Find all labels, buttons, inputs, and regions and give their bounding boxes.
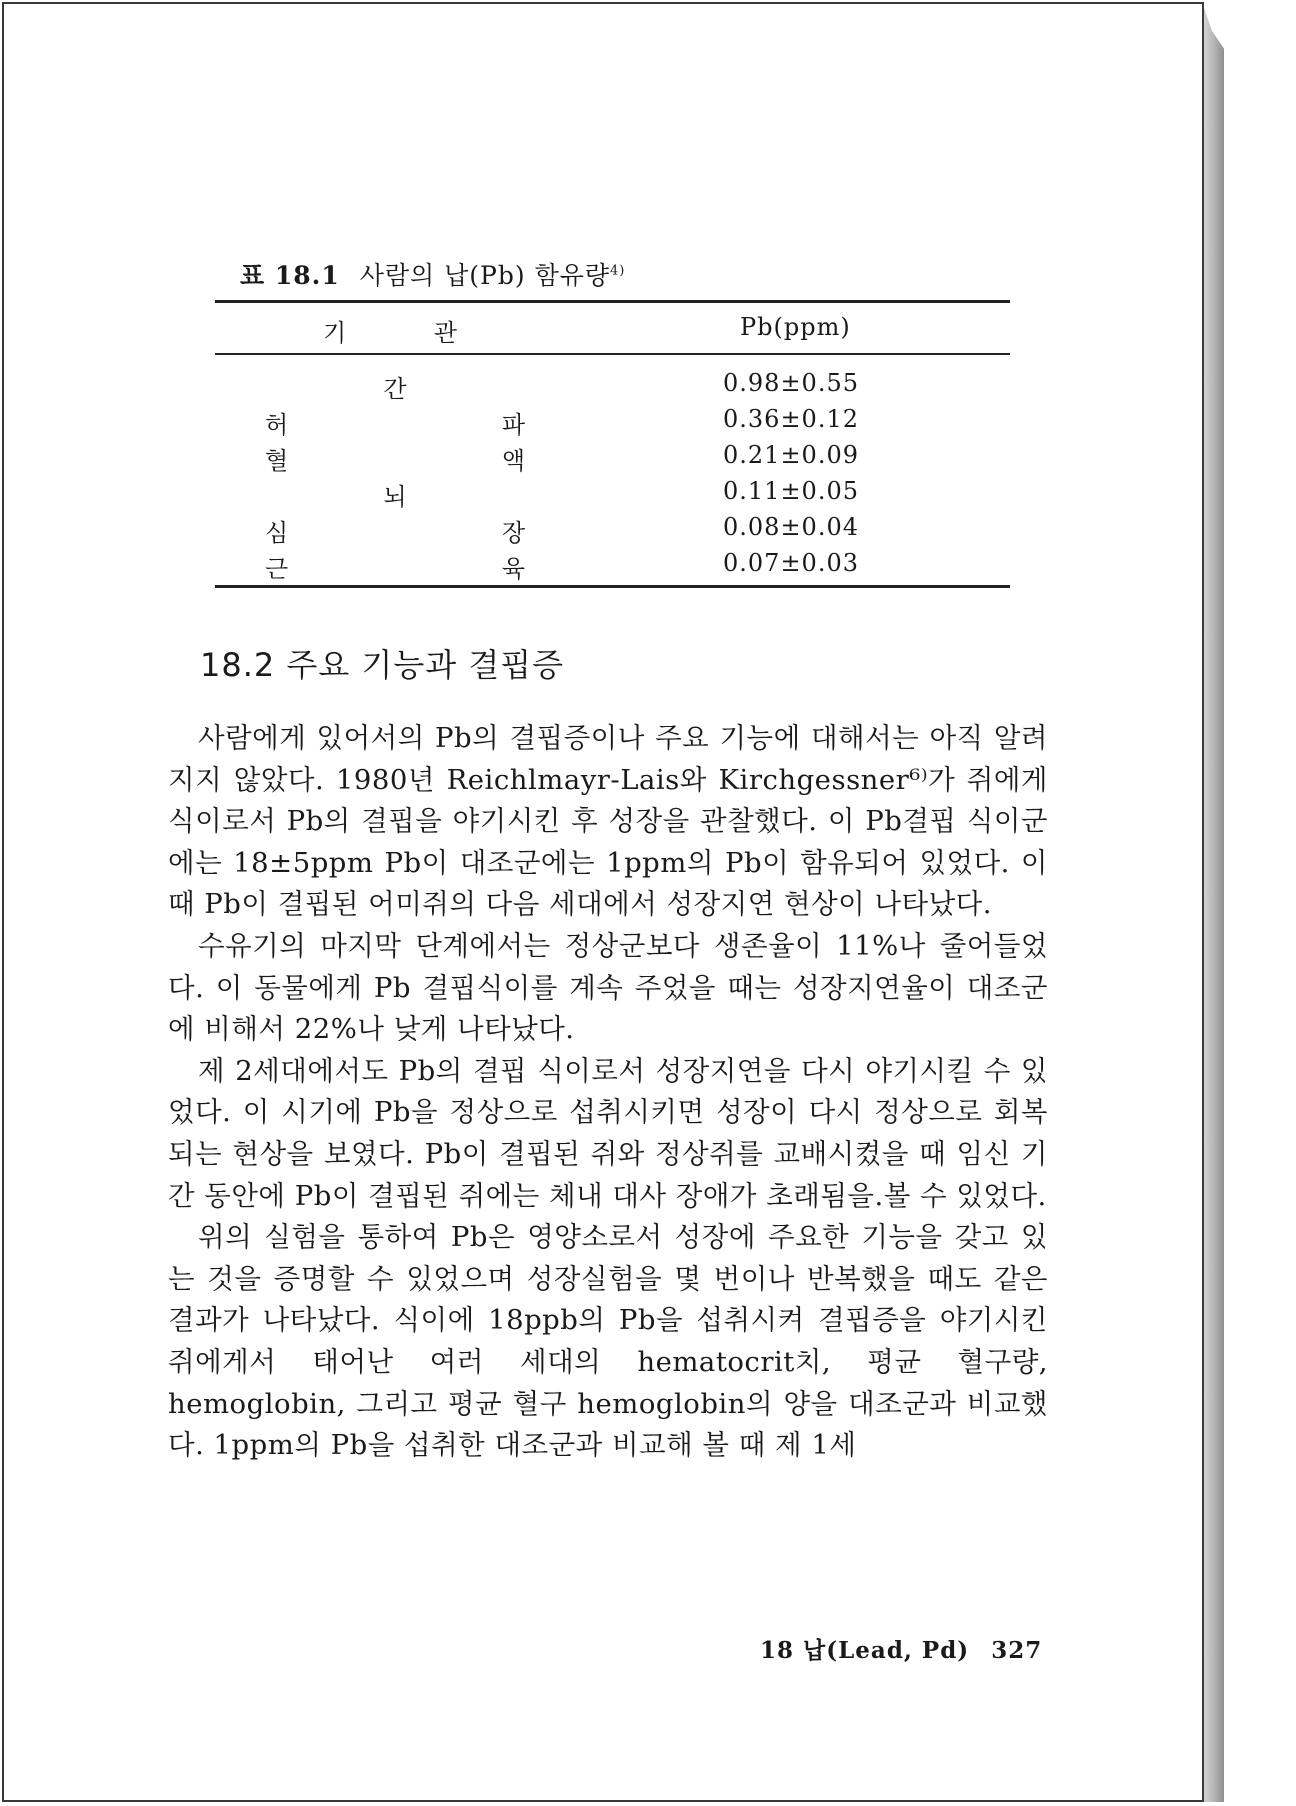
organ-cell (265, 513, 525, 548)
organ-char: 허 (265, 411, 289, 439)
page-edge-shadow (1202, 2, 1224, 1802)
pb-value-cell: 0.98±0.55 (723, 369, 859, 397)
pb-value-cell: 0.11±0.05 (723, 477, 859, 505)
organ-char: 심 (265, 519, 289, 547)
table-bottom-rule (215, 585, 1010, 588)
table-row (215, 477, 1010, 513)
table-row (215, 369, 1010, 405)
header-pb-ppm: Pb(ppm) (740, 313, 851, 341)
paragraph: 위의 실험을 통하여 Pb은 영양소로서 성장에 주요한 기능을 갖고 있는 것을 증명할 수 있었으며 성장실험을 몇 번이나 반복했을 때도 같은 결과가 나타났다. 식이에 18ppb의 Pb을 섭취시켜 결핍증을 야기시킨 쥐에게서 태어난 여러 세대의 hematocrit치, 평균 혈구량, hemoglobin, 그리고 평균 혈구 hemoglobin의 양을 대조군과 비교했다. 1ppm의 Pb을 섭취한 대조군과 비교해 볼 때 제 1세 (168, 1221, 1048, 1462)
table-body (215, 355, 1010, 585)
lead-content-table (215, 300, 1010, 588)
page-number: 327 (991, 1637, 1043, 1664)
pb-value-cell: 0.21±0.09 (723, 441, 859, 469)
pb-value-cell: 0.36±0.12 (723, 405, 859, 433)
paragraph: 사람에게 있어서의 Pb의 결핍증이나 주요 기능에 대해서는 아직 알려지지 않았다. 1980년 Reichlmayr-Lais와 Kirchgessner⁶⁾가 쥐에게 식이로서 Pb의 결핍을 야기시킨 후 성장을 관찰했다. 이 Pb결핍 식이군에는 18±5ppm Pb이 대조군에는 1ppm의 Pb이 함유되어 있었다. 이때 Pb이 결핍된 어미쥐의 다음 세대에서 성장지연 현상이 나타났다. (168, 722, 1048, 921)
body-text (168, 718, 1048, 1467)
organ-cell (265, 405, 525, 440)
table-caption (240, 256, 625, 292)
organ-char: 근 (265, 555, 289, 583)
table-row (215, 549, 1010, 585)
organ-char: 뇌 (383, 483, 407, 511)
organ-cell (265, 477, 545, 512)
section-heading: 18.2 주요 기능과 결핍증 (200, 646, 565, 684)
page-footer (760, 1632, 1042, 1665)
pb-value-cell: 0.07±0.03 (723, 549, 859, 577)
paragraph: 수유기의 마지막 단계에서는 정상군보다 생존율이 11%나 줄어들었다. 이 동물에게 Pb 결핍식이를 계속 주었을 때는 성장지연율이 대조군에 비해서 22%나 낮게 나타났다. (168, 929, 1048, 1046)
header-organ: 기 관 (323, 319, 457, 347)
table-row (215, 405, 1010, 441)
organ-char: 파 (501, 411, 525, 439)
table-header (215, 303, 1010, 353)
table-caption-number: 표 18.1 (240, 261, 340, 290)
organ-char: 혈 (265, 447, 289, 475)
table-caption-ref: 4) (610, 263, 626, 279)
paragraph: 제 2세대에서도 Pb의 결핍 식이로서 성장지연을 다시 야기시킬 수 있었다. 이 시기에 Pb을 정상으로 섭취시키면 성장이 다시 정상으로 회복되는 현상을 보였다. Pb이 결핍된 쥐와 정상쥐를 교배시켰을 때 임신 기간 동안에 Pb이 결핍된 쥐에는 체내 대사 장애가 초래됨을.볼 수 있었다. (168, 1054, 1048, 1212)
organ-char: 간 (383, 375, 407, 403)
organ-char: 장 (501, 519, 525, 547)
running-title: 18 납(Lead, Pd) (760, 1637, 970, 1664)
page-edge-line (1202, 2, 1204, 1802)
organ-cell (265, 369, 545, 404)
organ-cell (265, 549, 525, 584)
table-caption-title: 사람의 납(Pb) 함유량 (359, 261, 611, 290)
organ-char: 액 (501, 447, 525, 475)
organ-cell (265, 441, 525, 476)
pb-value-cell: 0.08±0.04 (723, 513, 859, 541)
table-row (215, 441, 1010, 477)
organ-char: 육 (501, 555, 525, 583)
table-row (215, 513, 1010, 549)
